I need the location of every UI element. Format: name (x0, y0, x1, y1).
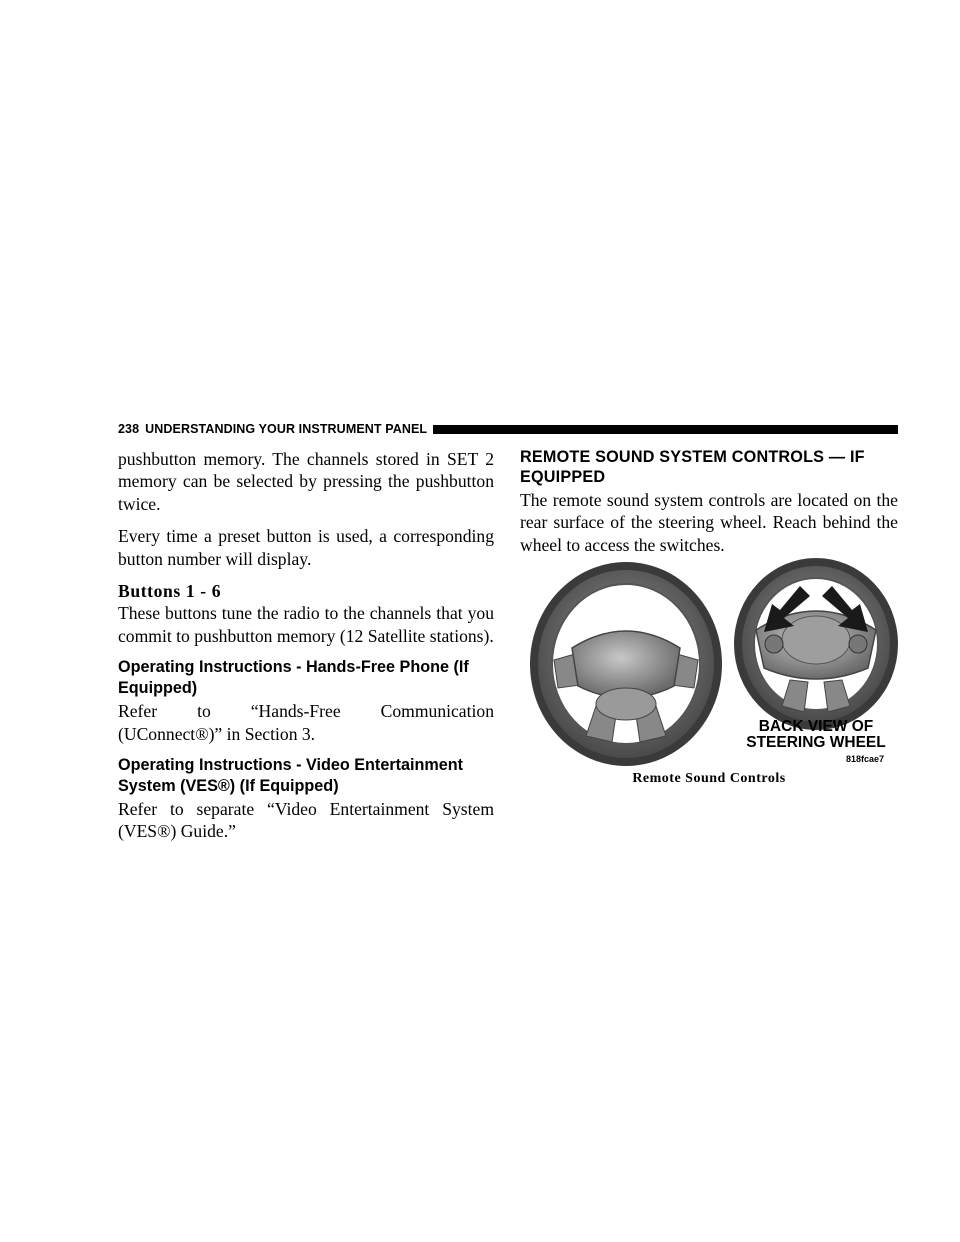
paragraph-phone: Refer to “Hands-Free Communication (UConnect®)” in Section 3. (118, 701, 494, 744)
left-column (118, 448, 494, 843)
page-header (118, 421, 898, 437)
header-rule (433, 425, 898, 434)
heading-remote-sound: REMOTE SOUND SYSTEM CONTROLS — IF EQUIPPED (520, 448, 865, 486)
paragraph-preset: Every time a preset button is used, a corresponding button number will display. (118, 526, 494, 569)
paragraph-video: Refer to separate “Video Entertainment System (VES®) Guide.” (118, 799, 494, 842)
right-column (520, 448, 898, 566)
steering-wheel-figure (528, 552, 900, 792)
paragraph-memory: pushbutton memory. The channels stored in SET 2 memory can be selected by pressing the pushbutton twice. (118, 449, 494, 514)
paragraph-remote-sound: The remote sound system controls are located on the rear surface of the steering wheel. Reach behind the wheel to access the switches. (520, 490, 898, 555)
heading-video-entertainment: Operating Instructions - Video Entertainment System (VES®) (If Equipped) (118, 756, 464, 795)
buttons-heading: Buttons 1 - 6 (118, 581, 222, 602)
section-title: UNDERSTANDING YOUR INSTRUMENT PANEL (145, 422, 428, 436)
figure-label: BACK VIEW OF STEERING WHEEL (746, 718, 886, 751)
steering-wheel-back-icon (734, 558, 898, 730)
figure-code: 818fcae7 (846, 754, 885, 764)
steering-wheel-front-icon (530, 562, 722, 766)
heading-hands-free-phone: Operating Instructions - Hands-Free Phone (If Equipped) (118, 658, 469, 697)
figure-caption: Remote Sound Controls (632, 771, 786, 786)
page-number: 238 (118, 422, 140, 436)
paragraph-buttons: These buttons tune the radio to the channels that you commit to pushbutton memory (12 Satellite stations). (118, 603, 494, 646)
